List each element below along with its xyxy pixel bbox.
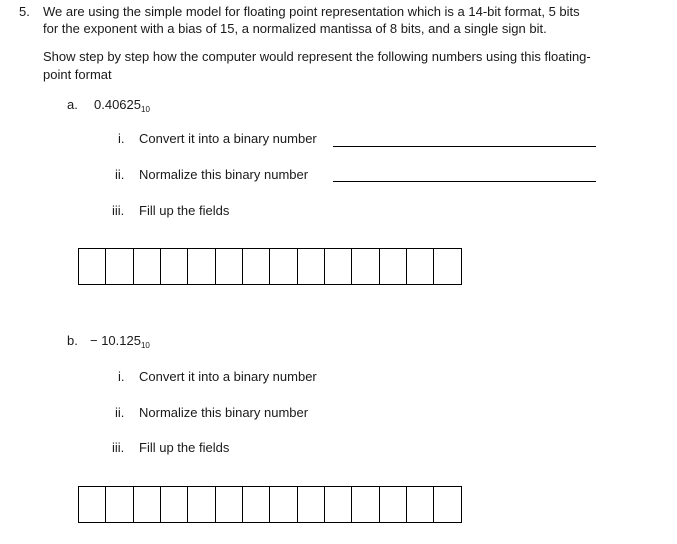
- part-a-bit-cell[interactable]: [216, 248, 243, 285]
- part-b-step-ii-text: Normalize this binary number: [139, 405, 309, 420]
- instruction-line-2: point format: [43, 67, 112, 82]
- part-b-bit-fields: [78, 486, 462, 523]
- part-b-bit-cell[interactable]: [134, 486, 161, 523]
- part-a-value: [94, 96, 150, 114]
- part-b-bit-cell[interactable]: [161, 486, 188, 523]
- part-b-bit-cell[interactable]: [106, 486, 134, 523]
- part-a-binary-answer-line[interactable]: [333, 146, 596, 147]
- part-a-bit-cell[interactable]: [352, 248, 380, 285]
- part-b-bit-cell[interactable]: [325, 486, 352, 523]
- part-b-bit-cell[interactable]: [298, 486, 325, 523]
- part-a-base: 10: [141, 105, 150, 114]
- part-a-step-ii-text: Normalize this binary number: [139, 167, 309, 182]
- part-b-bit-cell[interactable]: [434, 486, 462, 523]
- part-a-bit-fields: [78, 248, 462, 285]
- part-a-bit-cell[interactable]: [407, 248, 434, 285]
- part-a-bit-cell[interactable]: [270, 248, 298, 285]
- part-a-number: 0.40625: [94, 97, 141, 112]
- part-b-step-i-text: Convert it into a binary number: [139, 369, 317, 384]
- part-b-letter: b.: [67, 333, 78, 348]
- part-a-normalize-answer-line[interactable]: [333, 181, 596, 182]
- part-b-bit-cell[interactable]: [407, 486, 434, 523]
- part-a-bit-cell[interactable]: [243, 248, 270, 285]
- part-a-letter: a.: [67, 97, 78, 112]
- part-b-bit-cell[interactable]: [352, 486, 380, 523]
- part-a-bit-cell[interactable]: [188, 248, 216, 285]
- part-a-bit-cell[interactable]: [134, 248, 161, 285]
- part-a-bit-cell[interactable]: [380, 248, 407, 285]
- part-a-step-iii-numeral: iii.: [112, 203, 125, 218]
- part-a-bit-cell[interactable]: [161, 248, 188, 285]
- part-b-bit-cell[interactable]: [270, 486, 298, 523]
- part-b-bit-cell[interactable]: [79, 486, 106, 523]
- part-b-bit-cell[interactable]: [243, 486, 270, 523]
- part-b-number: − 10.125: [90, 333, 141, 348]
- part-a-bit-cell[interactable]: [79, 248, 106, 285]
- instruction-line-1: Show step by step how the computer would represent the following numbers using this floating-: [43, 49, 591, 64]
- part-b-step-i-numeral: i.: [118, 369, 125, 384]
- part-b-bit-cell[interactable]: [188, 486, 216, 523]
- question-intro-line-1: We are using the simple model for floating point representation which is a 14-bit format, 5 bits: [43, 4, 580, 19]
- part-b-step-ii-numeral: ii.: [115, 405, 125, 420]
- part-a-step-i-numeral: i.: [118, 131, 125, 146]
- part-a-bit-cell[interactable]: [106, 248, 134, 285]
- part-a-bit-cell[interactable]: [434, 248, 462, 285]
- part-b-bit-cell[interactable]: [216, 486, 243, 523]
- part-a-step-ii-numeral: ii.: [115, 167, 125, 182]
- question-intro-line-2: for the exponent with a bias of 15, a normalized mantissa of 8 bits, and a single sign bit.: [43, 21, 547, 36]
- part-a-bit-cell[interactable]: [325, 248, 352, 285]
- part-b-bit-cell[interactable]: [380, 486, 407, 523]
- part-a-step-iii-text: Fill up the fields: [139, 203, 230, 218]
- part-a-bit-cell[interactable]: [298, 248, 325, 285]
- part-b-step-iii-text: Fill up the fields: [139, 440, 230, 455]
- question-number: 5.: [19, 4, 30, 19]
- part-b-value: [90, 332, 150, 350]
- part-b-base: 10: [140, 341, 150, 350]
- part-b-step-iii-numeral: iii.: [112, 440, 125, 455]
- part-a-step-i-text: Convert it into a binary number: [139, 131, 317, 146]
